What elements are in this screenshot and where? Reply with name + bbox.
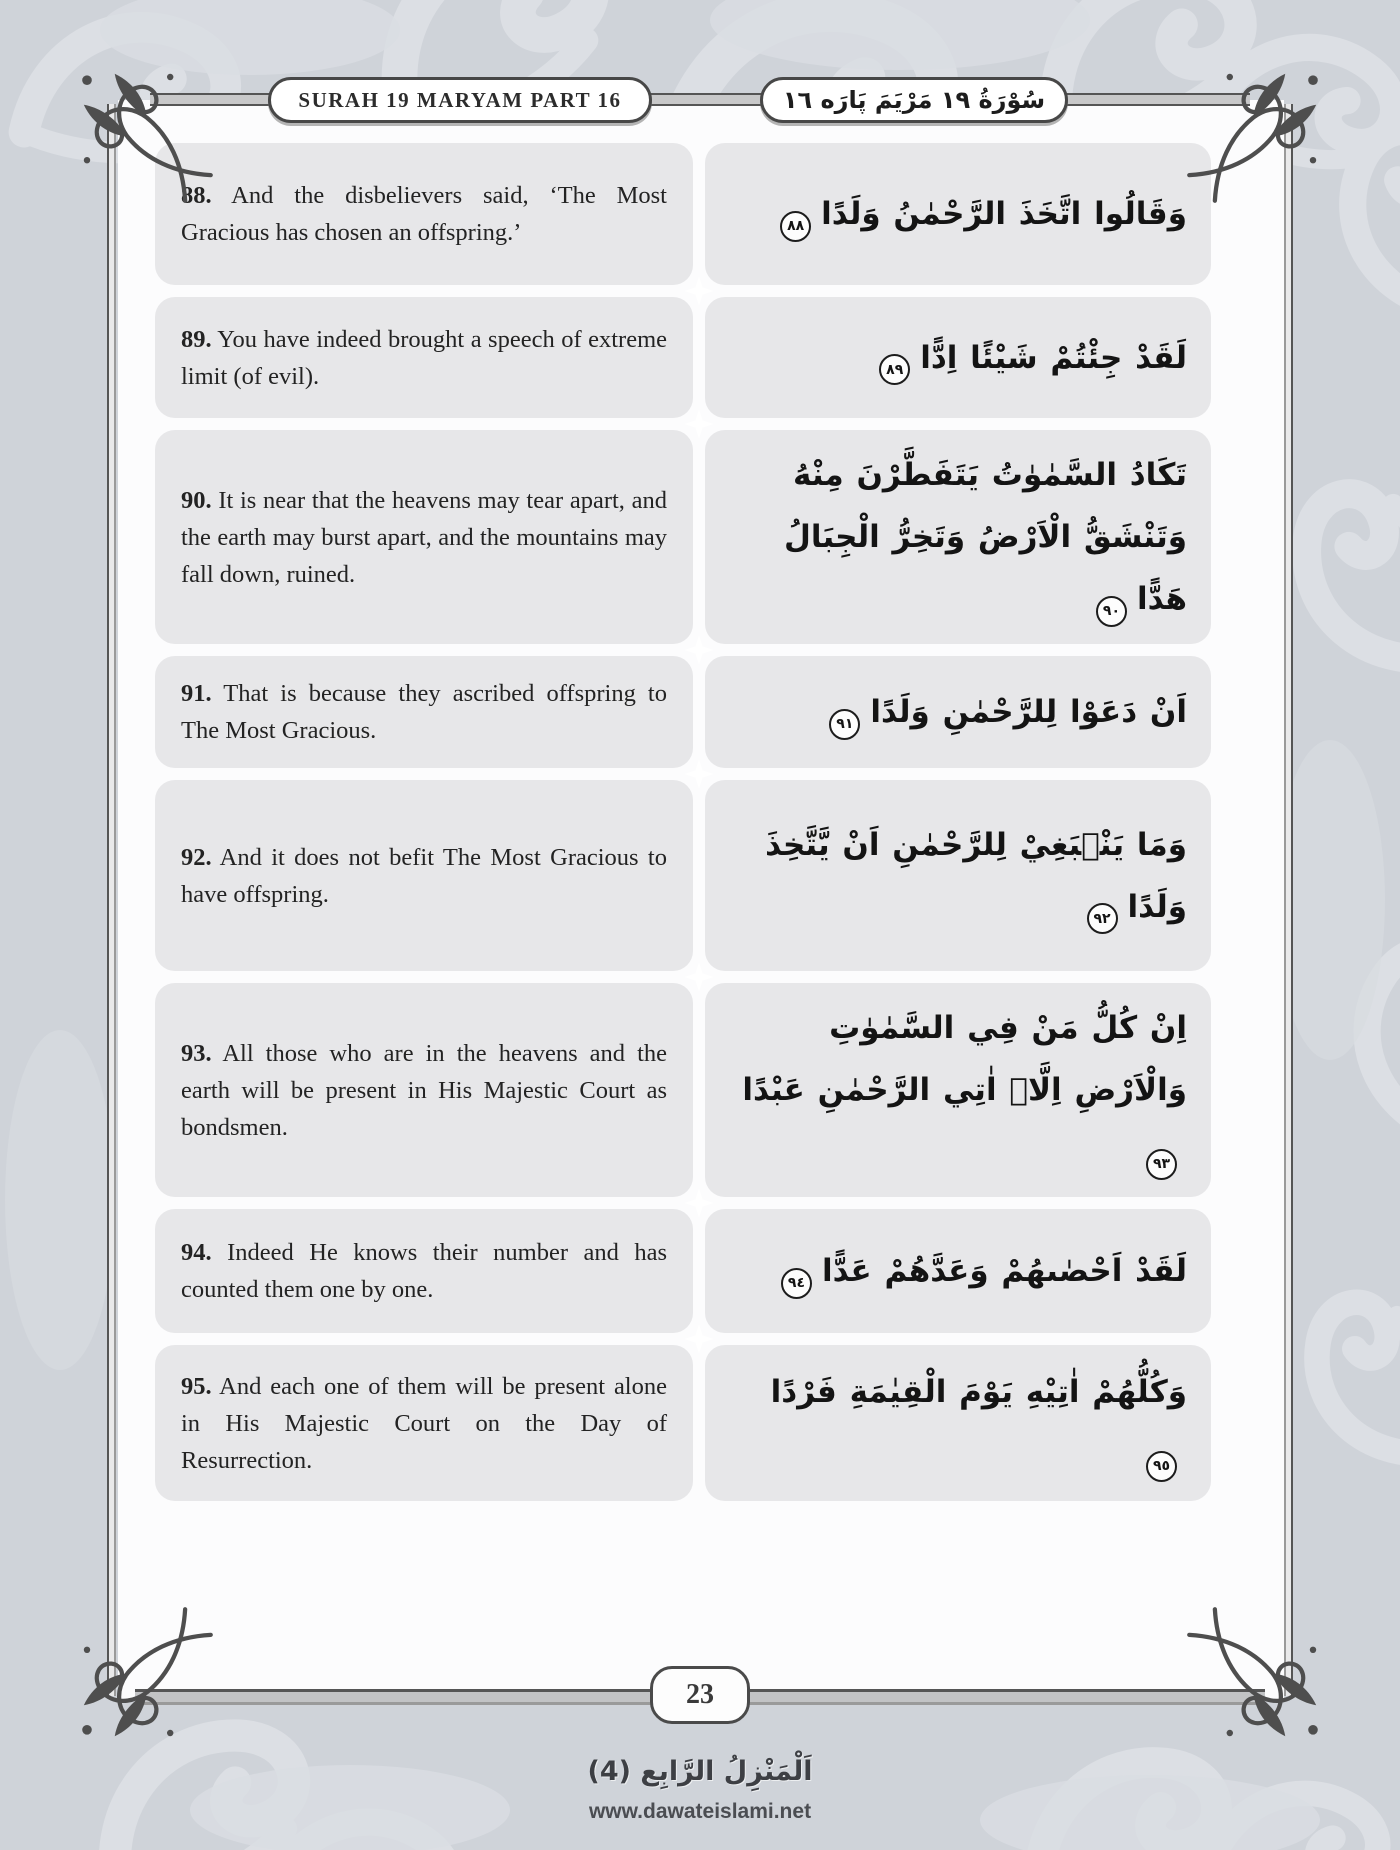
- ayah-number: ٩٣: [1152, 1156, 1171, 1172]
- page-number-pill: [650, 1666, 750, 1724]
- verse-arabic-box: [705, 1209, 1211, 1333]
- verse-english-text: [181, 839, 667, 913]
- verse-english-text: [181, 321, 667, 395]
- frame-left-border: [107, 104, 116, 1696]
- verse-number: 91.: [181, 680, 212, 707]
- ayah-number: ٩٥: [1152, 1458, 1171, 1474]
- verse-arabic: وَمَا يَنْۢبَغِيْ لِلرَّحْمٰنِ اَنْ يَّتَّخِذَ وَلَدًا: [765, 826, 1187, 925]
- ayah-number: ٨٩: [886, 361, 904, 378]
- verse-english-text: [181, 482, 667, 593]
- verse-english: And it does not befit The Most Gracious to have offspring.: [181, 843, 667, 908]
- verse-arabic-box: [705, 430, 1211, 644]
- verse-row-90: [155, 430, 1215, 644]
- ayah-number: ٩٠: [1102, 603, 1121, 619]
- verse-arabic-box: [705, 143, 1211, 285]
- verse-number: 94.: [181, 1239, 212, 1266]
- verse-english: Indeed He knows their number and has counted them one by one.: [181, 1239, 667, 1303]
- verse-english-box: [155, 983, 693, 1197]
- verse-arabic: لَقَدْ اَحْصٰىهُمْ وَعَدَّهُمْ عَدًّا: [821, 1253, 1187, 1289]
- verse-arabic-text: [729, 444, 1187, 630]
- verse-arabic-box: [705, 1345, 1211, 1501]
- verse-english: You have indeed brought a speech of extreme limit (of evil).: [181, 325, 667, 390]
- ayah-number: ٨٨: [787, 218, 805, 234]
- verse-english-text: [181, 1368, 667, 1479]
- ayah-end-marker-icon: [1146, 1149, 1177, 1180]
- verse-english-text: [181, 1234, 667, 1308]
- header-surah-title: SURAH 19 MARYAM PART 16: [298, 87, 622, 112]
- footer-website-url: www.dawateislami.net: [588, 1800, 812, 1823]
- frame-right-border: [1284, 104, 1293, 1696]
- verse-arabic-text: [729, 183, 1187, 245]
- ayah-end-marker-icon: [879, 354, 910, 385]
- verse-row-93: [155, 983, 1215, 1197]
- verse-arabic: اَنْ دَعَوْا لِلرَّحْمٰنِ وَلَدًا: [870, 694, 1187, 730]
- verse-english-box: [155, 1209, 693, 1333]
- verse-row-92: [155, 780, 1215, 971]
- ayah-number: ٩١: [836, 716, 854, 732]
- verse-number: 88.: [181, 182, 212, 209]
- verse-arabic: وَقَالُوا اتَّخَذَ الرَّحْمٰنُ وَلَدًا: [821, 196, 1187, 232]
- verse-arabic: لَقَدْ جِئْتُمْ شَيْئًا اِدًّا: [920, 339, 1187, 376]
- verse-arabic-box: [705, 297, 1211, 418]
- ayah-end-marker-icon: [1087, 903, 1118, 934]
- verse-english-box: [155, 1345, 693, 1501]
- ayah-end-marker-icon: [1146, 1451, 1177, 1482]
- verse-english-box: [155, 780, 693, 971]
- verse-arabic: اِنْ كُلُّ مَنْ فِي السَّمٰوٰتِ وَالْاَرْضِ اِلَّاۤ اٰتِي الرَّحْمٰنِ عَبْدًا: [742, 1010, 1187, 1108]
- verse-english: And the disbelievers said, ‘The Most Gracious has chosen an offspring.’: [181, 182, 667, 246]
- corner-flourish-top-right-icon: [1185, 45, 1345, 205]
- verse-arabic-text: [729, 1240, 1187, 1302]
- verse-number: 90.: [181, 486, 212, 514]
- ayah-number: ٩٤: [787, 1275, 805, 1291]
- verse-row-88: [155, 143, 1215, 285]
- header-surah-title-arabic: سُوْرَةُ ١٩ مَرْيَمَ پَارَه ١٦: [782, 86, 1046, 114]
- verse-number: 89.: [181, 325, 212, 353]
- verse-english: That is because they ascribed offspring to The Most Gracious.: [181, 680, 667, 744]
- footer-book-title-arabic: اَلْمَنْزِلُ الرَّابِع (4): [587, 1756, 813, 1787]
- verse-english: It is near that the heavens may tear apart, and the earth may burst apart, and the mountains may fall down, ruined.: [181, 486, 667, 588]
- verse-arabic-box: [705, 780, 1211, 971]
- verse-english-text: [181, 1035, 667, 1146]
- ayah-end-marker-icon: [781, 1268, 812, 1299]
- header-surah-title-pill: [268, 77, 652, 123]
- verse-row-94: [155, 1209, 1215, 1333]
- corner-flourish-top-left-icon: [55, 45, 215, 205]
- verses-content: [155, 143, 1215, 1513]
- verse-row-89: [155, 297, 1215, 418]
- verse-arabic-text: [729, 997, 1187, 1183]
- ayah-end-marker-icon: [829, 709, 860, 740]
- verse-english-text: [181, 177, 667, 251]
- verse-english: All those who are in the heavens and the earth will be present in His Majestic Court as bondsmen.: [181, 1039, 667, 1141]
- verse-arabic-text: [729, 1361, 1187, 1485]
- verse-english-box: [155, 143, 693, 285]
- verse-arabic: وَكُلُّهُمْ اٰتِيْهِ يَوْمَ الْقِيٰمَةِ فَرْدًا: [770, 1374, 1187, 1410]
- verse-arabic-text: [729, 814, 1187, 938]
- corner-flourish-bottom-right-icon: [1185, 1605, 1345, 1765]
- verse-row-95: [155, 1345, 1215, 1501]
- verse-english-box: [155, 430, 693, 644]
- verse-english-box: [155, 297, 693, 418]
- verse-number: 92.: [181, 843, 212, 871]
- corner-flourish-bottom-left-icon: [55, 1605, 215, 1765]
- verse-number: 93.: [181, 1039, 212, 1067]
- ayah-end-marker-icon: [780, 211, 811, 242]
- verse-english-box: [155, 656, 693, 768]
- ayah-number: ٩٢: [1093, 910, 1111, 927]
- verse-arabic-text: [729, 327, 1187, 389]
- verse-arabic-text: [729, 681, 1187, 743]
- header-surah-title-arabic-pill: [760, 77, 1068, 123]
- verse-arabic-box: [705, 983, 1211, 1197]
- verse-row-91: [155, 656, 1215, 768]
- verse-number: 95.: [181, 1372, 212, 1400]
- verse-english: And each one of them will be present alone in His Majestic Court on the Day of Resurrection.: [181, 1372, 667, 1474]
- page-number: 23: [686, 1679, 714, 1710]
- verse-arabic: تَكَادُ السَّمٰوٰتُ يَتَفَطَّرْنَ مِنْهُ وَتَنْشَقُّ الْاَرْضُ وَتَخِرُّ الْجِبَالُ هَدًّا: [783, 457, 1187, 617]
- verse-arabic-box: [705, 656, 1211, 768]
- verse-english-text: [181, 675, 667, 749]
- ayah-end-marker-icon: [1096, 596, 1127, 627]
